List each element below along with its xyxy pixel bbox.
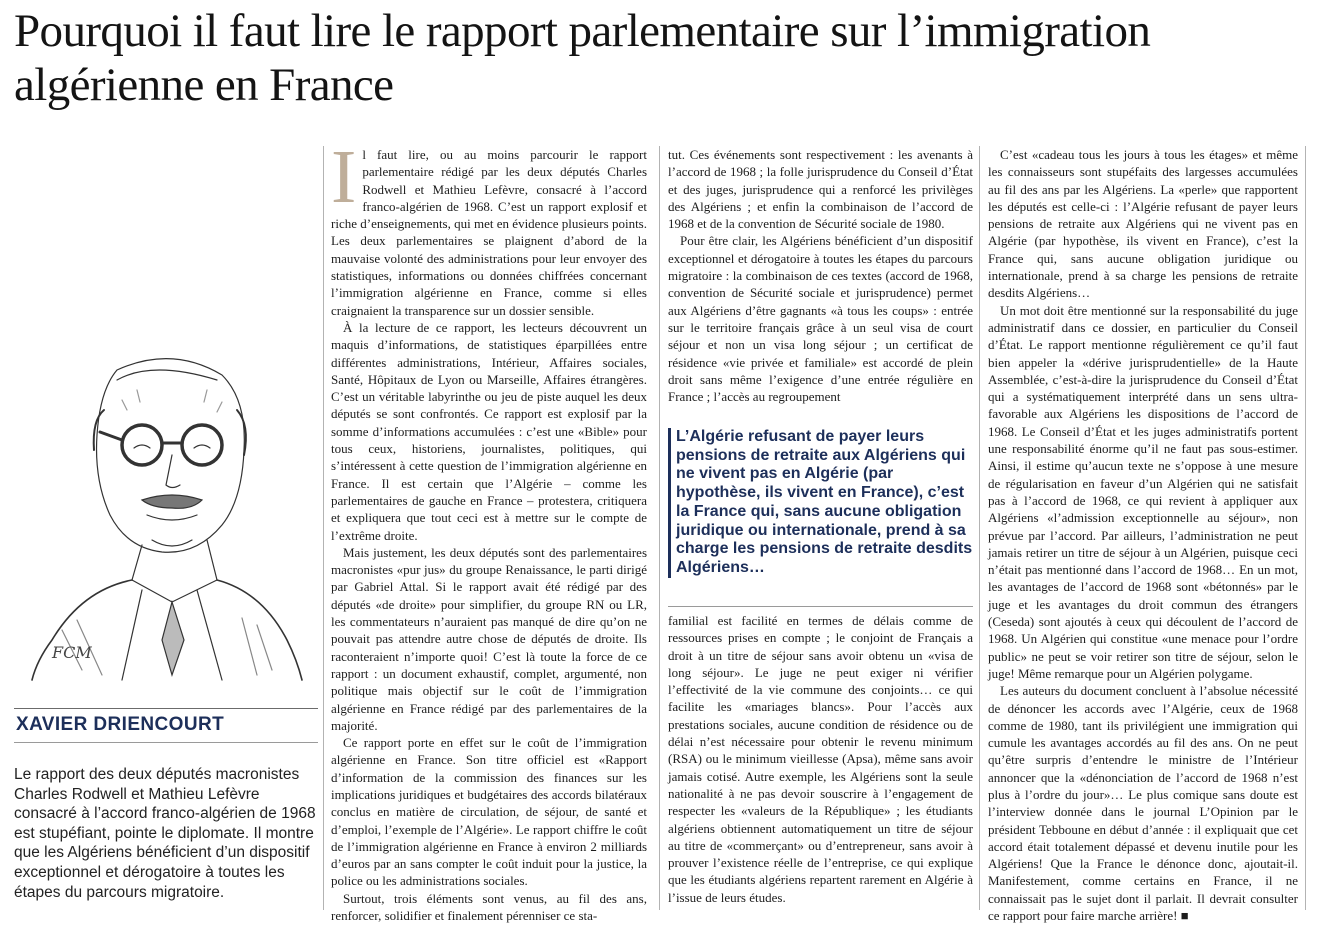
paragraph: Un mot doit être mentionné sur la responsabilité du juge administratif dans ce dossier, en particulier du Conseil d’État. Le rapport mentionne régulièrement ce qu’il faut bien appeler la «dérive jurisprudentielle» de la Haute Assemblée, c’est-à-dire la jurisprudence du Conseil d’État qui a systématiquement interprété dans un sens ultra-favorable aux Algériens les dispositions de l’accord de 1968. Le Conseil d’État et les juges administratifs portent une responsabilité énorme qu’il ne faut pas sous-estimer. Ainsi, il estime qu’aucun texte ne s’oppose à une mesure de régularisation en faveur d’un Algérien qui ne satisfait pas à l’accord de 1968, ce qui revient à appliquer aux Algériens «l’admission exceptionnelle au séjour», non prévue par l’accord. Par ailleurs, l’administration ne peut jamais retirer un titre de séjour à un Algérien, puisque ceci n’était pas mentionné dans l’accord de 1968… En un mot, les avantages de l’accord de 1968 sont «bétonnés» par le juge et les avantages du droit commun des étrangers (Ceseda) sont ajoutés à ceux qui découlent de l’accord de 1968. Un Algérien qui constitue «une menace pour l’ordre public» ne peut se voir retirer son titre de séjour, selon le juge! Même remarque pour un Algérien polygame. [988, 302, 1298, 681]
author-portrait-illustration [22, 340, 312, 680]
standfirst: Le rapport des deux députés macronistes Charles Rodwell et Mathieu Lefèvre consacré à l’accord franco-algérien de 1968 est stupéfiant, pointe le diplomate. Il montre que les Algériens bénéficient d’un dispositif exceptionnel et dérogatoire à toutes les étapes du parcours migratoire. [14, 766, 316, 901]
pull-quote-rule [668, 606, 973, 607]
column-divider [979, 146, 980, 910]
author-name: XAVIER DRIENCOURT [16, 714, 225, 735]
author-top-rule [14, 708, 318, 709]
paragraph: C’est «cadeau tous les jours à tous les étages» et même les connaisseurs sont stupéfaits des largesses accumulées au fil des ans par les Algériens. La «perle» que rapportent les députés est celle-ci : l’Algérie refusant de payer leurs pensions de retraite aux Algériens qui ne vivent pas en Algérie (par hypothèse, ils vivent en France), c’est la France qui, sans aucune obligation juridique ou internationale, prend à sa charge les pensions de retraite desdits Algériens… [988, 147, 1298, 301]
article-column-2 [668, 146, 973, 426]
paragraph: Les auteurs du document concluent à l’absolue nécessité de dénoncer les accords avec l’Algérie, ceux de 1968 comme de 1980, tant ils privilégient une immigration qui cumule les avantages accordés au fil des ans. On ne peut qu’être surpris d’entendre le ministre de l’Intérieur annoncer que la «dénonciation de l’accord de 1968 n’est plus à l’ordre du jour»… Le plus comique sans doute est l’interview donnée dans le journal L’Opinion par le président Tebboune en début d’année : il expliquait que cet accord était totalement dépassé et devenu inutile pour les Algériens! Que la France le dénonce donc, ajoutait-il. Manifestement, comme certains en France, il ne connaissait pas le sujet dont il parlait. Il devrait consulter ce rapport pour faire marche arrière! ■ [988, 683, 1298, 924]
column-divider [323, 146, 324, 910]
paragraph: tut. Ces événements sont respectivement : les avenants à l’accord de 1968 ; la folle jurisprudence du Conseil d’État et des juges, jurisprudence qui a renforcé les privilèges des Algériens ; et enfin la combinaison de l’accord de 1968 et de la convention de Sécurité sociale de 1980. [668, 147, 973, 232]
author-bottom-rule [14, 742, 318, 743]
article-column-3 [988, 146, 1298, 924]
article-column-2-continued [668, 612, 973, 912]
paragraph: Il faut lire, ou au moins parcourir le rapport parlementaire rédigé par les deux députés Charles Rodwell et Mathieu Lefèvre, consacré à l’accord franco-algérien de 1968. C’est un rapport explosif et riche d’enseignements, qui met en évidence plusieurs points. Les deux parlementaires se plaignent d’abord de la mauvaise volonté des administrations pour leur envoyer des statistiques, informations ou données chiffrées concernant l’immigration algérienne en France, comme si elles craignaient la transparence sur un dossier sensible. [331, 135, 647, 318]
paragraph: Mais justement, les deux députés sont des parlementaires macronistes «pur jus» du groupe Renaissance, le parti dirigé par Gabriel Attal. Si le rapport avait été rédigé par des députés «de droite» pour simplifier, du groupe RN ou LR, les commentateurs n’auraient pas manqué de dire qu’on ne pouvait pas attendre autre chose de députés de droite. Ils raconteraient n’importe quoi! C’est là toute la force de ce rapport : un document exhaustif, complet, argumenté, non politique mais objectif sur le coût de l’immigration algérienne en France rédigé par des parlementaires de la majorité. [331, 544, 647, 733]
paragraph: familial est facilité en termes de délais comme de ressources prises en compte ; le conjoint de Français a droit à un titre de séjour sans avoir obtenu un «visa de long séjour». Le juge ne peut exiger ni vérifier l’effectivité de la vie commune des conjoints… ce qui facilite les «mariages blancs». Pour l’accès aux prestations sociales, aucune condition de résidence ou de délai n’est nécessaire pour obtenir le revenu minimum (RSA) ou le minimum vieillesse (Apsa), même sans avoir jamais cotisé. Autre exemple, les Algériens sont la seule nationalité à ne pas devoir souscrire à l’engagement de respecter les «valeurs de la République» ; les étudiants algériens obtiennent automatiquement un titre de séjour au titre de «commerçant» ou d’entrepreneur, sans avoir à prouver l’existence réelle de l’entreprise, ce qui explique que les étudiants algériens repartent rarement en Algérie à l’issue de leurs études. [668, 613, 973, 905]
drop-cap: I [331, 135, 357, 219]
portrait-signature: FCM [52, 643, 92, 662]
column-divider [1305, 146, 1306, 910]
article-column-1 [331, 135, 647, 924]
paragraph: Surtout, trois éléments sont venus, au fil des ans, renforcer, solidifier et finalement pérenniser ce sta- [331, 890, 647, 924]
paragraph: Pour être clair, les Algériens bénéficient d’un dispositif exceptionnel et dérogatoire à toutes les étapes du parcours migratoire : la combinaison de ces textes (accord de 1968, convention de Sécurité sociale et jurisprudence) permet aux Algériens d’être gagnants «à tous les coups» : entrée sur le territoire français grâce à un seul visa de court séjour et non un visa long séjour ; un certificat de résidence «vie privée et familiale» est accordé de plein droit sans même l’exigence d’une entrée régulière en France ; l’accès au regroupement [668, 233, 973, 405]
column-divider [659, 146, 660, 910]
paragraph: À la lecture de ce rapport, les lecteurs découvrent un maquis d’informations, de statistiques éparpillées entre différentes administrations, Intérieur, Affaires sociales, Santé, Hôpitaux de Lyon ou Marseille, Affaires étrangères. C’est un véritable labyrinthe ou jeu de piste auquel les deux députés se sont confrontés. Ce rapport est explosif par la somme d’informations accumulées : c’est une «Bible» pour tous ceux, historiens, journalistes, politiques, qui s’intéressent à cette question de l’immigration algérienne en France. Il est certain que l’Algérie – comme les parlementaires de gauche en France – protestera, critiquera et expliquera que tout ceci est à mettre sur le compte de l’extrême droite. [331, 319, 647, 543]
paragraph: Ce rapport porte en effet sur le coût de l’immigration algérienne en France. Son titre officiel est «Rapport d’information de la commission des finances sur les implications juridiques et budgétaires des accords bilatéraux conclus en matière de circulation, de séjour, de santé et d’emploi, l’exemple de l’Algérie». Le rapport chiffre le coût de l’immigration algérienne en France à environ 2 milliards d’euros par an sans compter le coût induit pour la justice, la police ou les administrations sociales. [331, 735, 647, 889]
headline: Pourquoi il faut lire le rapport parlementaire sur l’immigration algérienne en France [14, 5, 1151, 111]
pull-quote: L’Algérie refusant de payer leurs pensions de retraite aux Algériens qui ne vivent pas en Algérie (par hypothèse, ils vivent en France), c’est la France qui, sans aucune obligation juridique ou internationale, prend à sa charge les pensions de retraite desdits Algériens… [668, 428, 973, 578]
